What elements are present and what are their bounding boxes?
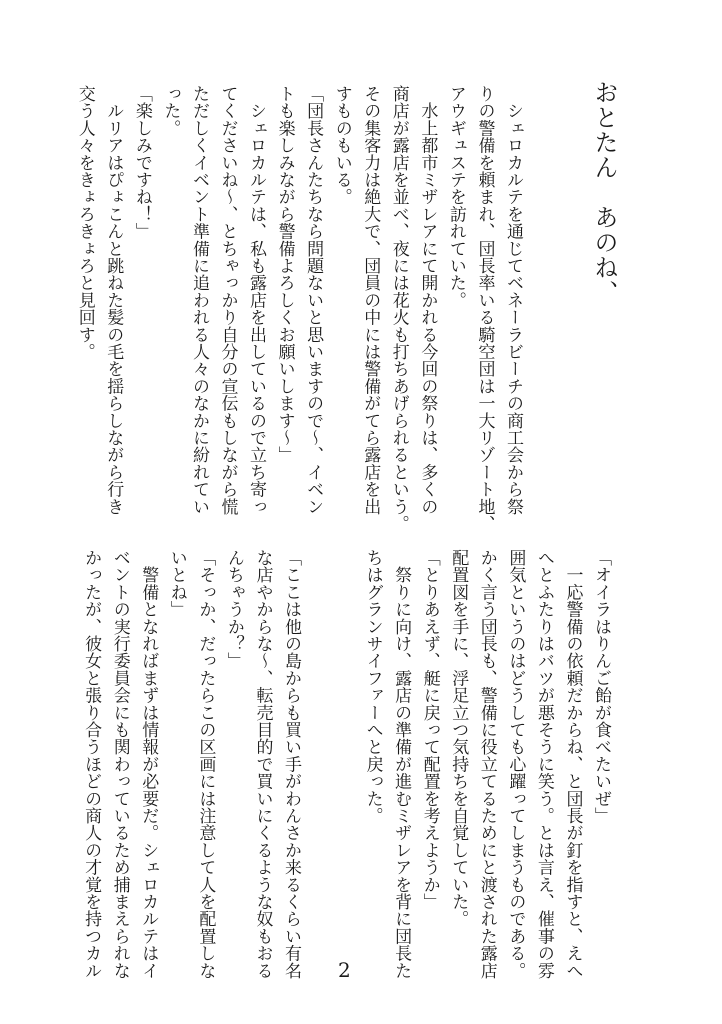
text-column: ルリアはぴょこんと跳ねた髪の毛を揺らしながら行き [103,85,124,515]
text-column: 「ここは他の島からも買い手がわんさか来るくらい有名 [281,549,301,979]
text-column: 「団長さんたちなら問題ないと思いますので～、イベン [303,85,324,515]
text-column: ただしくイベント準備に追われる人々のなかに紛れてい [188,85,209,515]
text-column: 祭りに向け、露店の準備が進むミザレアを背に団長た [391,549,412,979]
text-column: りの警備を頼まれ、団長率いる騎空団は一大リゾート地、 [474,85,495,533]
text-column: 配置図を手に、浮足立つ気持ちを自覚していた。 [448,549,469,928]
text-column: ちはグランサイファーへと戻った。 [362,549,383,825]
text-column: 一応警備の依頼だからね、と団長が釘を指すと、えへ [562,549,583,979]
text-column: 警備となればまずは情報が必要だ。シェロカルテはイ [138,549,159,979]
text-column: 水上都市ミザレアにて開かれる今回の祭りは、多くの [417,85,438,515]
text-column: シェロカルテは、私も露店を出しているので立ち寄っ [246,85,267,515]
text-column: トも楽しみながら警備よろしくお願いします～」 [274,85,295,464]
text-column: その集客力は絶大で、団員の中には警備がてら露店を出 [360,85,381,515]
text-column: 「楽しみですね！」 [131,85,152,240]
text-column: 商店が露店を並べ、夜には花火も打ちあげられるという。 [388,85,409,533]
chapter-title: おとたん あのね、 [590,80,618,305]
text-column: んちゃうか？」 [223,549,244,670]
text-column: シェロカルテを通じてベネーラビーチの商工会から祭 [503,85,523,515]
text-column: いとね」 [166,549,187,618]
text-column: 囲気というのはどうしても心躍ってしまうものである。 [505,549,526,979]
text-column: ベントの実行委員会にも関わっているため捕まえられな [109,549,130,979]
text-column: かく言う団長も、警備に役立てるためにと渡された露店 [476,549,497,979]
text-column: 交う人々をきょろきょろと見回す。 [74,85,95,361]
text-column: かったが、彼女と張り合うほどの商人の才覚を持つカル [81,549,102,979]
text-column: 「オイラはりんご飴が食べたいぜ」 [591,549,611,825]
text-column: アウギュステを訪れていた。 [445,85,466,309]
text-column: へとふたりはバツが悪そうに笑う。とは言え、催事の雰 [533,549,554,979]
text-column: すものもいる。 [331,85,352,206]
text-column: った。 [160,85,181,137]
text-column: な店やからな～、転売目的で買いにくるような奴もおる [252,549,273,979]
text-column: 「そっか、だったらこの区画には注意して人を配置しな [195,549,216,979]
text-column: 「とりあえず、艇に戻って配置を考えようか」 [419,549,440,911]
text-column: てくださいね～、とちゃっかり自分の宣伝もしながら慌 [217,85,238,515]
page-number: 2 [338,958,351,982]
